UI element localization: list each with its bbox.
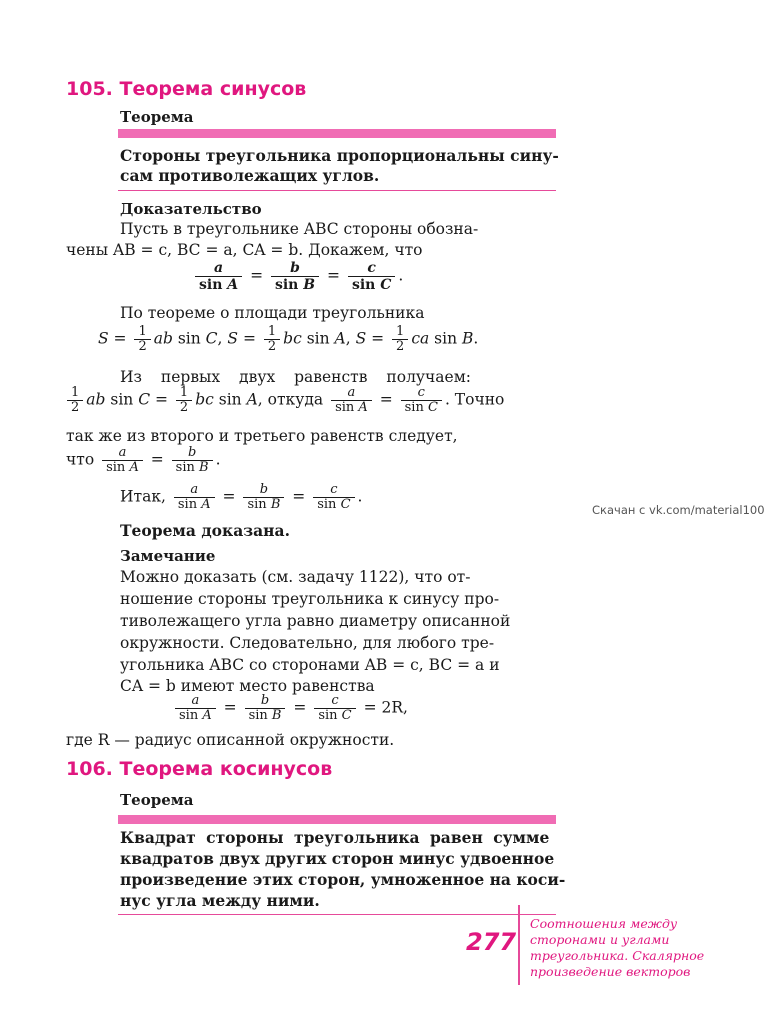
section-106-heading (66, 758, 332, 780)
theorem-proved: Теорема доказана. (120, 521, 290, 540)
proof-line: чены AB = c, BC = a, CA = b. Докажем, что (66, 241, 423, 259)
remark-line: CA = b имеют место равенства (120, 677, 375, 695)
conclusion-formula: Итак, $\frac{a}{\text{sin A}}$ = $\frac{b}{\text{sin B}}$ = $\frac{c}{\text{sin C}}$ . (120, 482, 363, 512)
theorem-label: Теорема (120, 791, 194, 809)
remark-label: Замечание (120, 547, 216, 565)
area-formulas: S = $\frac{1}{2}$ ab sin C, S = $\frac{1}{2}$ bc sin A, S = $\frac{1}{2}$ ca sin B. (98, 324, 479, 354)
theorem-bar (118, 815, 556, 824)
proof-line: так же из второго и третьего равенств следует, (66, 427, 458, 445)
theorem-statement-line: Стороны треугольника пропорциональны сину- (120, 146, 559, 165)
theorem-bar (118, 129, 556, 138)
footer-divider (518, 905, 520, 985)
proof-line: Пусть в треугольнике ABC стороны обозна- (120, 220, 479, 238)
derived-equality-text: . Точно (444, 390, 505, 409)
second-equality: что $\frac{a}{\text{sin A}}$ = $\frac{b}{\text{sin B}}$ . (66, 445, 221, 475)
theorem-statement-line: нус угла между ними. (120, 891, 320, 910)
remark-line: окружности. Следовательно, для любого тре- (120, 634, 495, 652)
section-number: 105. (66, 78, 113, 100)
remark-line: ношение стороны треугольника к синусу про- (120, 590, 500, 608)
watermark: Скачан с vk.com/material100 (592, 503, 765, 517)
theorem-underline (118, 914, 556, 915)
circumradius-formula-text: = 2R, (363, 698, 408, 717)
theorem-statement-line: Квадрат стороны треугольника равен сумме (120, 828, 550, 847)
circumradius-formula: $\frac{a}{\text{sin A}}$ = $\frac{b}{\text{sin B}}$ = $\frac{c}{\text{sin C}}$ = 2R, (172, 694, 408, 723)
chapter-title-line: сторонами и углами (530, 932, 670, 947)
page-number: 277 (466, 928, 517, 956)
theorem-statement-line: сам противолежащих углов. (120, 166, 380, 185)
sine-law-formula: $\frac{a}{\text{sin A}}$ = $\frac{b}{\text{sin B}}$ = $\frac{c}{\text{sin C}}$ . (192, 260, 403, 293)
theorem-statement-line: произведение этих сторон, умноженное на коси- (120, 870, 566, 889)
theorem-underline (118, 190, 556, 191)
remark-line: Можно доказать (см. задачу 1122), что от- (120, 568, 471, 586)
theorem-statement-line: квадратов двух других сторон минус удвоенное (120, 849, 555, 868)
proof-label: Доказательство (120, 200, 262, 218)
theorem-label: Теорема (120, 108, 194, 126)
chapter-title-line: Соотношения между (530, 916, 678, 931)
remark-line: угольника ABC со сторонами AB = c, BC = a и (120, 656, 500, 674)
proof-line: Из первых двух равенств получаем: (120, 368, 471, 386)
chapter-title-line: произведение векторов (530, 964, 691, 979)
remark-line: где R — радиус описанной окружности. (66, 731, 395, 749)
section-title: Теорема синусов (119, 78, 307, 100)
conclusion-text: Итак, (120, 487, 166, 506)
derived-equality-text: откуда (267, 390, 324, 409)
derived-equality: $\frac{1}{2}$ ab sin C = $\frac{1}{2}$ bc sin A, откуда $\frac{a}{\text{sin A}}$ = $\frac{c}{\text{sin C}}$ . Точно (64, 386, 504, 415)
section-105-heading (66, 78, 306, 100)
proof-line: По теореме о площади треугольника (120, 304, 425, 322)
section-title: Теорема косинусов (119, 758, 333, 780)
second-equality-text: что (66, 450, 95, 469)
section-number: 106. (66, 758, 113, 780)
chapter-title-line: треугольника. Скалярное (530, 948, 705, 963)
remark-line: тиволежащего угла равно диаметру описанной (120, 612, 511, 630)
